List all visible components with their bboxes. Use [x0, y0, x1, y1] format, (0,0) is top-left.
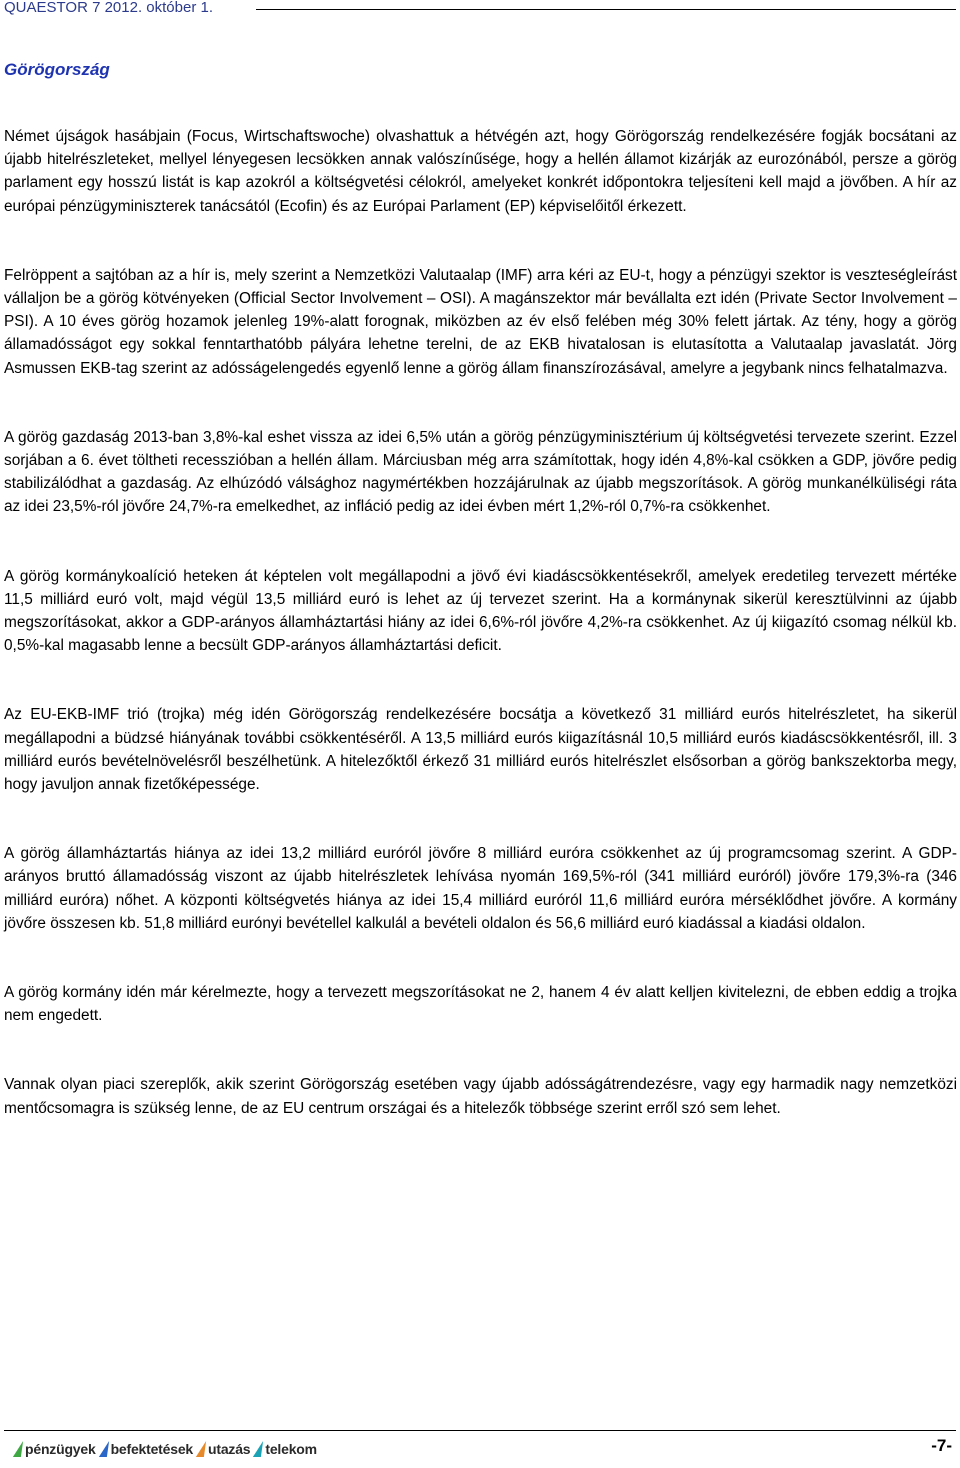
footer-logo-strip [14, 1436, 317, 1462]
publication-header: QUAESTOR 7 2012. október 1. [4, 0, 213, 16]
footer-rule [4, 1430, 956, 1431]
logo-telekom [254, 1441, 317, 1457]
logo-penzugyek [14, 1441, 96, 1457]
logo-label: telekom [265, 1441, 317, 1457]
paragraph-5: Az EU-EKB-IMF trió (trojka) még idén Görögország rendelkezésére bocsátja a következő 31 milliárd eurós hitelrészletet, ha sikerül megállapodni a büdzsé hiányának további csökkentéséről. A 13,5 milliárd eurós kiigazításnál 10,5 milliárd eurós kiadáscsökkentésről, ill. 3 milliárd eurós bevételnövelésről beszélhetünk. A hitelezőktől érkező 31 milliárd eurós hitelrészlet elsősorban a görög bankszektorba megy, hogy javuljon annak fizetőképessége. [4, 706, 957, 794]
logo-utazas [197, 1441, 250, 1457]
paragraph-6: A görög államháztartás hiánya az idei 13,2 milliárd euróról jövőre 8 milliárd euróra csökkenhet az új programcsomag szerint. A GDP-arányos bruttó államadósság viszont az újabb hitelrészletek lehívása nyomán 169,5%-ról (341 milliárd euróról) jövőre 179,3%-ra (346 milliárd euróra) nőhet. A központi költségvetés hiánya az idei 15,4 milliárd euróról 11,6 milliárd euróra mérséklődhet jövőre. A kormány jövőre összesen kb. 51,8 milliárd eurónyi bevétellel kalkulál a bevételi oldalon és 56,6 milliárd euró kiadással a kiadási oldalon. [4, 845, 957, 932]
paragraph-2: Felröppent a sajtóban az a hír is, mely szerint a Nemzetközi Valutaalap (IMF) arra kéri az EU-t, hogy a pénzügyi szektor is veszteségleírást vállaljon be a görög kötvényeken (Official Sector Involvement – OSI). A magánszektor már bevállalta ezt idén (Private Sector Involvement – PSI). A 10 éves görög hozamok jelenleg 19%-alatt forognak, miközben az év első felében még 30% felett jártak. Az tény, hogy a görög államadósságot egy sokkal fenntarthatóbb pályára lehetne terelni, de az EKB hivatalosan is elutasította a Valutaalap javaslatát. Jörg Asmussen EKB-tag szerint az adósságelengedés egyenlő lenne a görög állam finanszírozásával, amelyre a jegybank nincs felhatalmazva. [4, 266, 957, 377]
paragraph-3: A görög gazdaság 2013-ban 3,8%-kal eshet vissza az idei 6,5% után a görög pénzügyminisztérium új költségvetési tervezete szerint. Ezzel sorjában a 6. évet töltheti recesszióban a hellén állam. Márciusban még arra számítottak, hogy idén 4,8%-kal csökken a GDP, jövőre pedig stabilizálódhat a gazdaság. Az elhúzódó válsághoz nagymértékben hozzájárulnak az újabb megszorítások. A görög munkanélküliségi ráta az idei 23,5%-ról jövőre 24,7%-ra emelkedhet, az infláció pedig az idei évben mért 1,2%-ról 0,7%-ra csökkenhet. [4, 428, 957, 516]
logo-label: befektetések [110, 1441, 193, 1457]
logo-label: pénzügyek [25, 1441, 96, 1457]
article-body [4, 125, 957, 1166]
orange-flag-icon [196, 1441, 206, 1457]
green-flag-icon [13, 1441, 23, 1457]
teal-flag-icon [253, 1441, 263, 1457]
page-number: -7- [931, 1436, 952, 1455]
header-rule [256, 9, 956, 10]
paragraph-4: A görög kormánykoalíció heteken át képtelen volt megállapodni a jövő évi kiadáscsökkentésekről, amelyek eredetileg tervezett mértéke 11,5 milliárd euró volt, majd végül 13,5 milliárd euró is lehet az új tervezet szerint. Ha a kormánynak sikerül keresztülvinni az újabb megszorításokat, akkor a GDP-arányos államháztartási hiány az idei 6,6%-ról jövőre 4,2%-ra csökkenhet. Az új kiigazító csomag nélkül kb. 0,5%-kal magasabb lenne a becsült GDP-arányos államháztartási deficit. [4, 567, 957, 655]
paragraph-7: A görög kormány idén már kérelmezte, hogy a tervezett megszorításokat ne 2, hanem 4 év alatt kelljen kivitelezni, de ebben eddig a trojka nem engedett. [4, 984, 957, 1025]
paragraph-1: Német újságok hasábjain (Focus, Wirtschaftswoche) olvashattuk a hétvégén azt, hogy Görögország rendelkezésére fogják bocsátani az újabb hitelrészleteket, mellyel lényegesen lecsökken annak valószínűsége, hogy a hellén államot kizárják az eurozónából, persze a görög parlament egy hosszú listát is kap azokról a költségvetési célokról, amelyeket konkrét időpontokra teljesíteni kell majd a jövőben. A hír az európai pénzügyminiszterek tanácsától (Ecofin) és az Európai Parlament (EP) képviselőitől érkezett. [4, 128, 957, 215]
paragraph-8: Vannak olyan piaci szereplők, akik szerint Görögország esetében vagy újabb adósságátrendezésre, vagy egy harmadik nagy nemzetközi mentőcsomagra is szükség lenne, de az EU centrum országai és a hitelezők többsége szerint erről szó sem lehet. [4, 1076, 957, 1117]
blue-flag-icon [98, 1441, 108, 1457]
logo-label: utazás [208, 1441, 251, 1457]
logo-befektetesek [100, 1441, 193, 1457]
page-header [4, 0, 956, 20]
section-title: Görögország [4, 60, 110, 79]
